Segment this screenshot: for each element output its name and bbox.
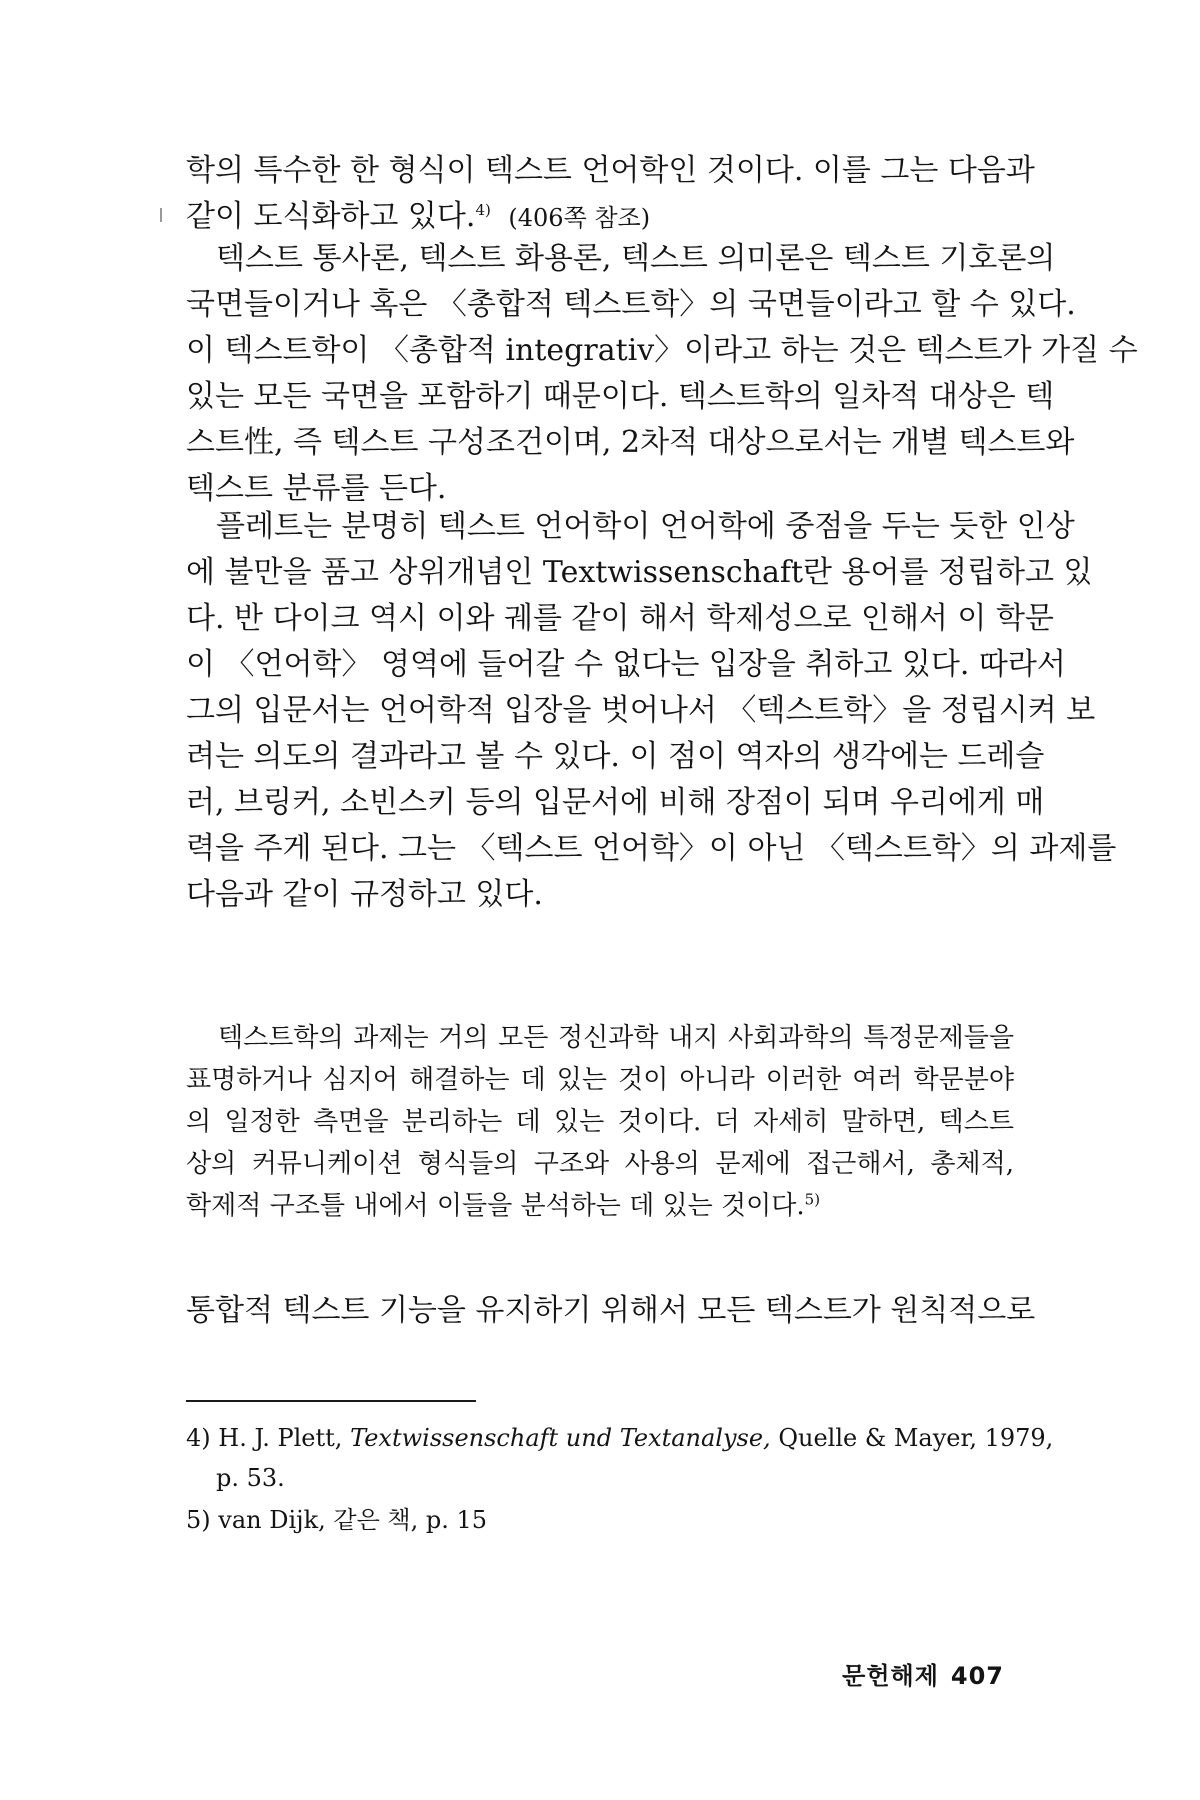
margin-mark: [160, 208, 162, 222]
quote-line: 상의 커뮤니케이션 형식들의 구조와 사용의 문제에 접근해서, 총체적,: [186, 1149, 1014, 1179]
text-line: 러, 브링커, 소빈스키 등의 입문서에 비해 장점이 되며 우리에게 매: [186, 785, 1045, 820]
page-reference: (406쪽 참조): [508, 204, 651, 232]
text-line: 력을 주게 된다. 그는 〈텍스트 언어학〉이 아닌 〈텍스트학〉의 과제를: [186, 831, 1117, 866]
footnote-number: 5): [186, 1506, 211, 1534]
text-line: 다. 반 다이크 역시 이와 궤를 같이 해서 학제성으로 인해서 이 학문: [186, 601, 1054, 636]
footnote-4-page: p. 53.: [216, 1464, 285, 1492]
text-line: 이 텍스트학이 〈총합적 integrativ〉이라고 하는 것은 텍스트가 가질 수: [186, 333, 1138, 368]
footnote-publisher: Quelle & Mayer, 1979,: [778, 1424, 1054, 1452]
text-line: 통합적 텍스트 기능을 유지하기 위해서 모든 텍스트가 원칙적으로: [186, 1293, 1036, 1328]
text-line: 그의 입문서는 언어학적 입장을 벗어나서 〈텍스트학〉을 정립시켜 보: [186, 693, 1096, 728]
text-line: 이 〈언어학〉 영역에 들어갈 수 없다는 입장을 취하고 있다. 따라서: [186, 647, 1066, 682]
text-line: 있는 모든 국면을 포함하기 때문이다. 텍스트학의 일차적 대상은 텍: [186, 379, 1055, 414]
section-title: 문헌해제: [842, 1662, 939, 1690]
footnote-title: Textwissenschaft und Textanalyse,: [350, 1424, 771, 1452]
quote-line: [186, 1186, 1014, 1236]
text-line: 다음과 같이 규정하고 있다.: [186, 877, 543, 912]
text-fragment: 같이 도식화하고 있다.: [186, 199, 476, 234]
text-line: 텍스트 통사론, 텍스트 화용론, 텍스트 의미론은 텍스트 기호론의: [216, 241, 1056, 276]
text-line: 스트性, 즉 텍스트 구성조건이며, 2차적 대상으로서는 개별 텍스트와: [186, 425, 1075, 460]
quote-line: 표명하거나 심지어 해결하는 데 있는 것이 아니라 이러한 여러 학문분야: [186, 1065, 1014, 1095]
text-line: 에 불만을 품고 상위개념인 Textwissenschaft란 용어를 정립하고 있: [186, 555, 1093, 590]
text-line: 플레트는 분명히 텍스트 언어학이 언어학에 중점을 두는 듯한 인상: [216, 509, 1075, 544]
footnote-rule: [186, 1400, 476, 1402]
footnote-text: van Dijk, 같은 책, p. 15: [218, 1506, 487, 1534]
quote-line: 의 일정한 측면을 분리하는 데 있는 것이다. 더 자세히 말하면, 텍스트: [186, 1107, 1014, 1137]
footnote-5: [186, 1502, 1012, 1548]
text-line: 국면들이거나 혹은 〈총합적 텍스트학〉의 국면들이라고 할 수 있다.: [186, 287, 1076, 322]
quote-line: 텍스트학의 과제는 거의 모든 정신과학 내지 사회과학의 특정문제들을: [218, 1023, 1014, 1053]
footnote-ref-5: 5): [804, 1190, 821, 1209]
footnote-ref-4: 4): [475, 201, 491, 219]
footnote-author: H. J. Plett,: [218, 1424, 343, 1452]
page-number: 407: [950, 1662, 1004, 1690]
text-fragment: 학제적 구조틀 내에서 이들을 분석하는 데 있는 것이다.: [186, 1191, 805, 1221]
text-line: 학의 특수한 한 형식이 텍스트 언어학인 것이다. 이를 그는 다음과: [186, 153, 1035, 188]
running-footer: [842, 1656, 1004, 1691]
text-line: 텍스트 분류를 든다.: [186, 471, 447, 506]
footnote-number: 4): [186, 1424, 211, 1452]
text-line: 려는 의도의 결과라고 볼 수 있다. 이 점이 역자의 생각에는 드레슬: [186, 739, 1045, 774]
